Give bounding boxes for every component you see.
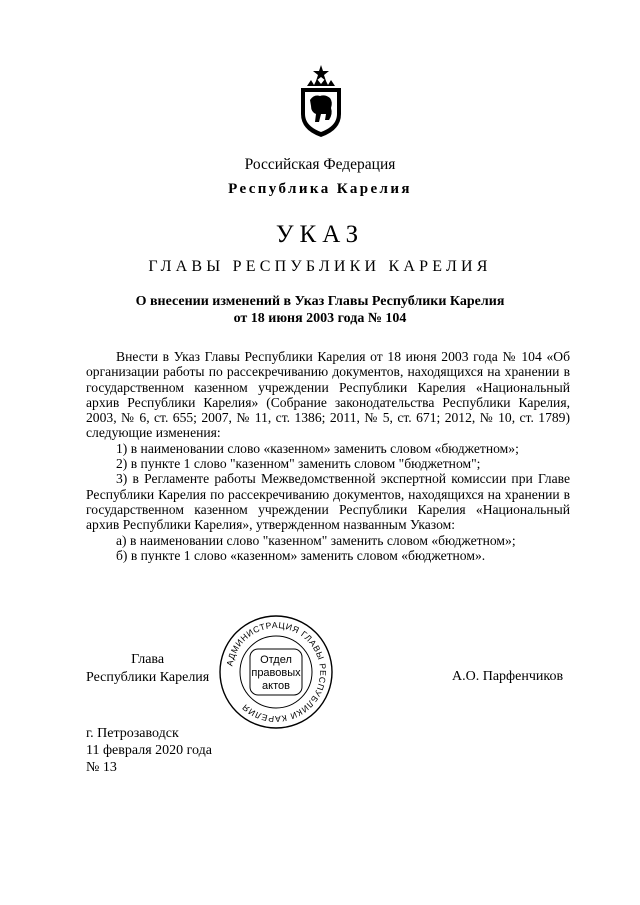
official-stamp bbox=[218, 614, 334, 730]
amendment-item-3b: б) в пункте 1 слово «казенном» заменить словом «бюджетном». bbox=[116, 547, 486, 563]
issuer-title: ГЛАВЫ РЕСПУБЛИКИ КАРЕЛИЯ bbox=[148, 258, 492, 275]
karelia-coat-of-arms-icon bbox=[297, 64, 345, 138]
stamp-ring-text: АДМИНИСТРАЦИЯ ГЛАВЫ РЕСПУБЛИКИ КАРЕЛИЯ bbox=[224, 619, 329, 725]
decree-body bbox=[86, 349, 570, 563]
signatory-position bbox=[86, 651, 209, 687]
position-line-2: Республики Карелия bbox=[86, 670, 210, 685]
decree-subject bbox=[0, 293, 640, 327]
amendment-item-2: 2) в пункте 1 слово "казенном" заменить словом "бюджетном"; bbox=[116, 456, 481, 472]
position-line-1: Глава bbox=[131, 652, 165, 667]
country-name: Российская Федерация bbox=[244, 156, 396, 173]
subject-line-2: от 18 июня 2003 года № 104 bbox=[233, 311, 407, 326]
decree-date: 11 февраля 2020 года bbox=[86, 743, 212, 758]
subject-line-1: О внесении изменений в Указ Главы Республики Карелия bbox=[135, 294, 505, 309]
decree-number: № 13 bbox=[86, 760, 117, 775]
amendment-item-1: 1) в наименовании слово «казенном» заменить словом «бюджетном»; bbox=[116, 440, 519, 456]
amendment-item-3: 3) в Регламенте работы Межведомственной экспертной комиссии при Главе Республики Карелия по рассекречиванию документов, находящихся на хранении в государственном казенном учреждении Республики Карелия «Национальный архив Республики Карелия», утвержденном названным Указом: bbox=[86, 471, 570, 533]
stamp-line-1: Отдел bbox=[260, 654, 292, 666]
stamp-line-2: правовых bbox=[251, 667, 301, 679]
republic-name: Республика Карелия bbox=[228, 181, 412, 197]
place-date-number bbox=[86, 725, 212, 776]
intro-paragraph: Внести в Указ Главы Республики Карелия от 18 июня 2003 года № 104 «Об организации работы по рассекречиванию документов, находящихся на хранении в государственном казенном учреждении Республики Карелия «Национальный архив Республики Карелия» (Собрание законодательства Республики Карелия, 2003, № 6, ст. 655; 2007, № 11, ст. 1386; 2011, № 5, ст. 671; 2012, № 10, ст. 1789) следующие изменения: bbox=[86, 349, 570, 441]
city: г. Петрозаводск bbox=[86, 726, 179, 741]
stamp-line-3: актов bbox=[262, 680, 290, 692]
amendment-item-3a: а) в наименовании слово "казенном" заменить словом «бюджетном»; bbox=[116, 532, 516, 548]
signatory-name: А.О. Парфенчиков bbox=[452, 669, 564, 684]
document-type: УКАЗ bbox=[275, 221, 365, 248]
